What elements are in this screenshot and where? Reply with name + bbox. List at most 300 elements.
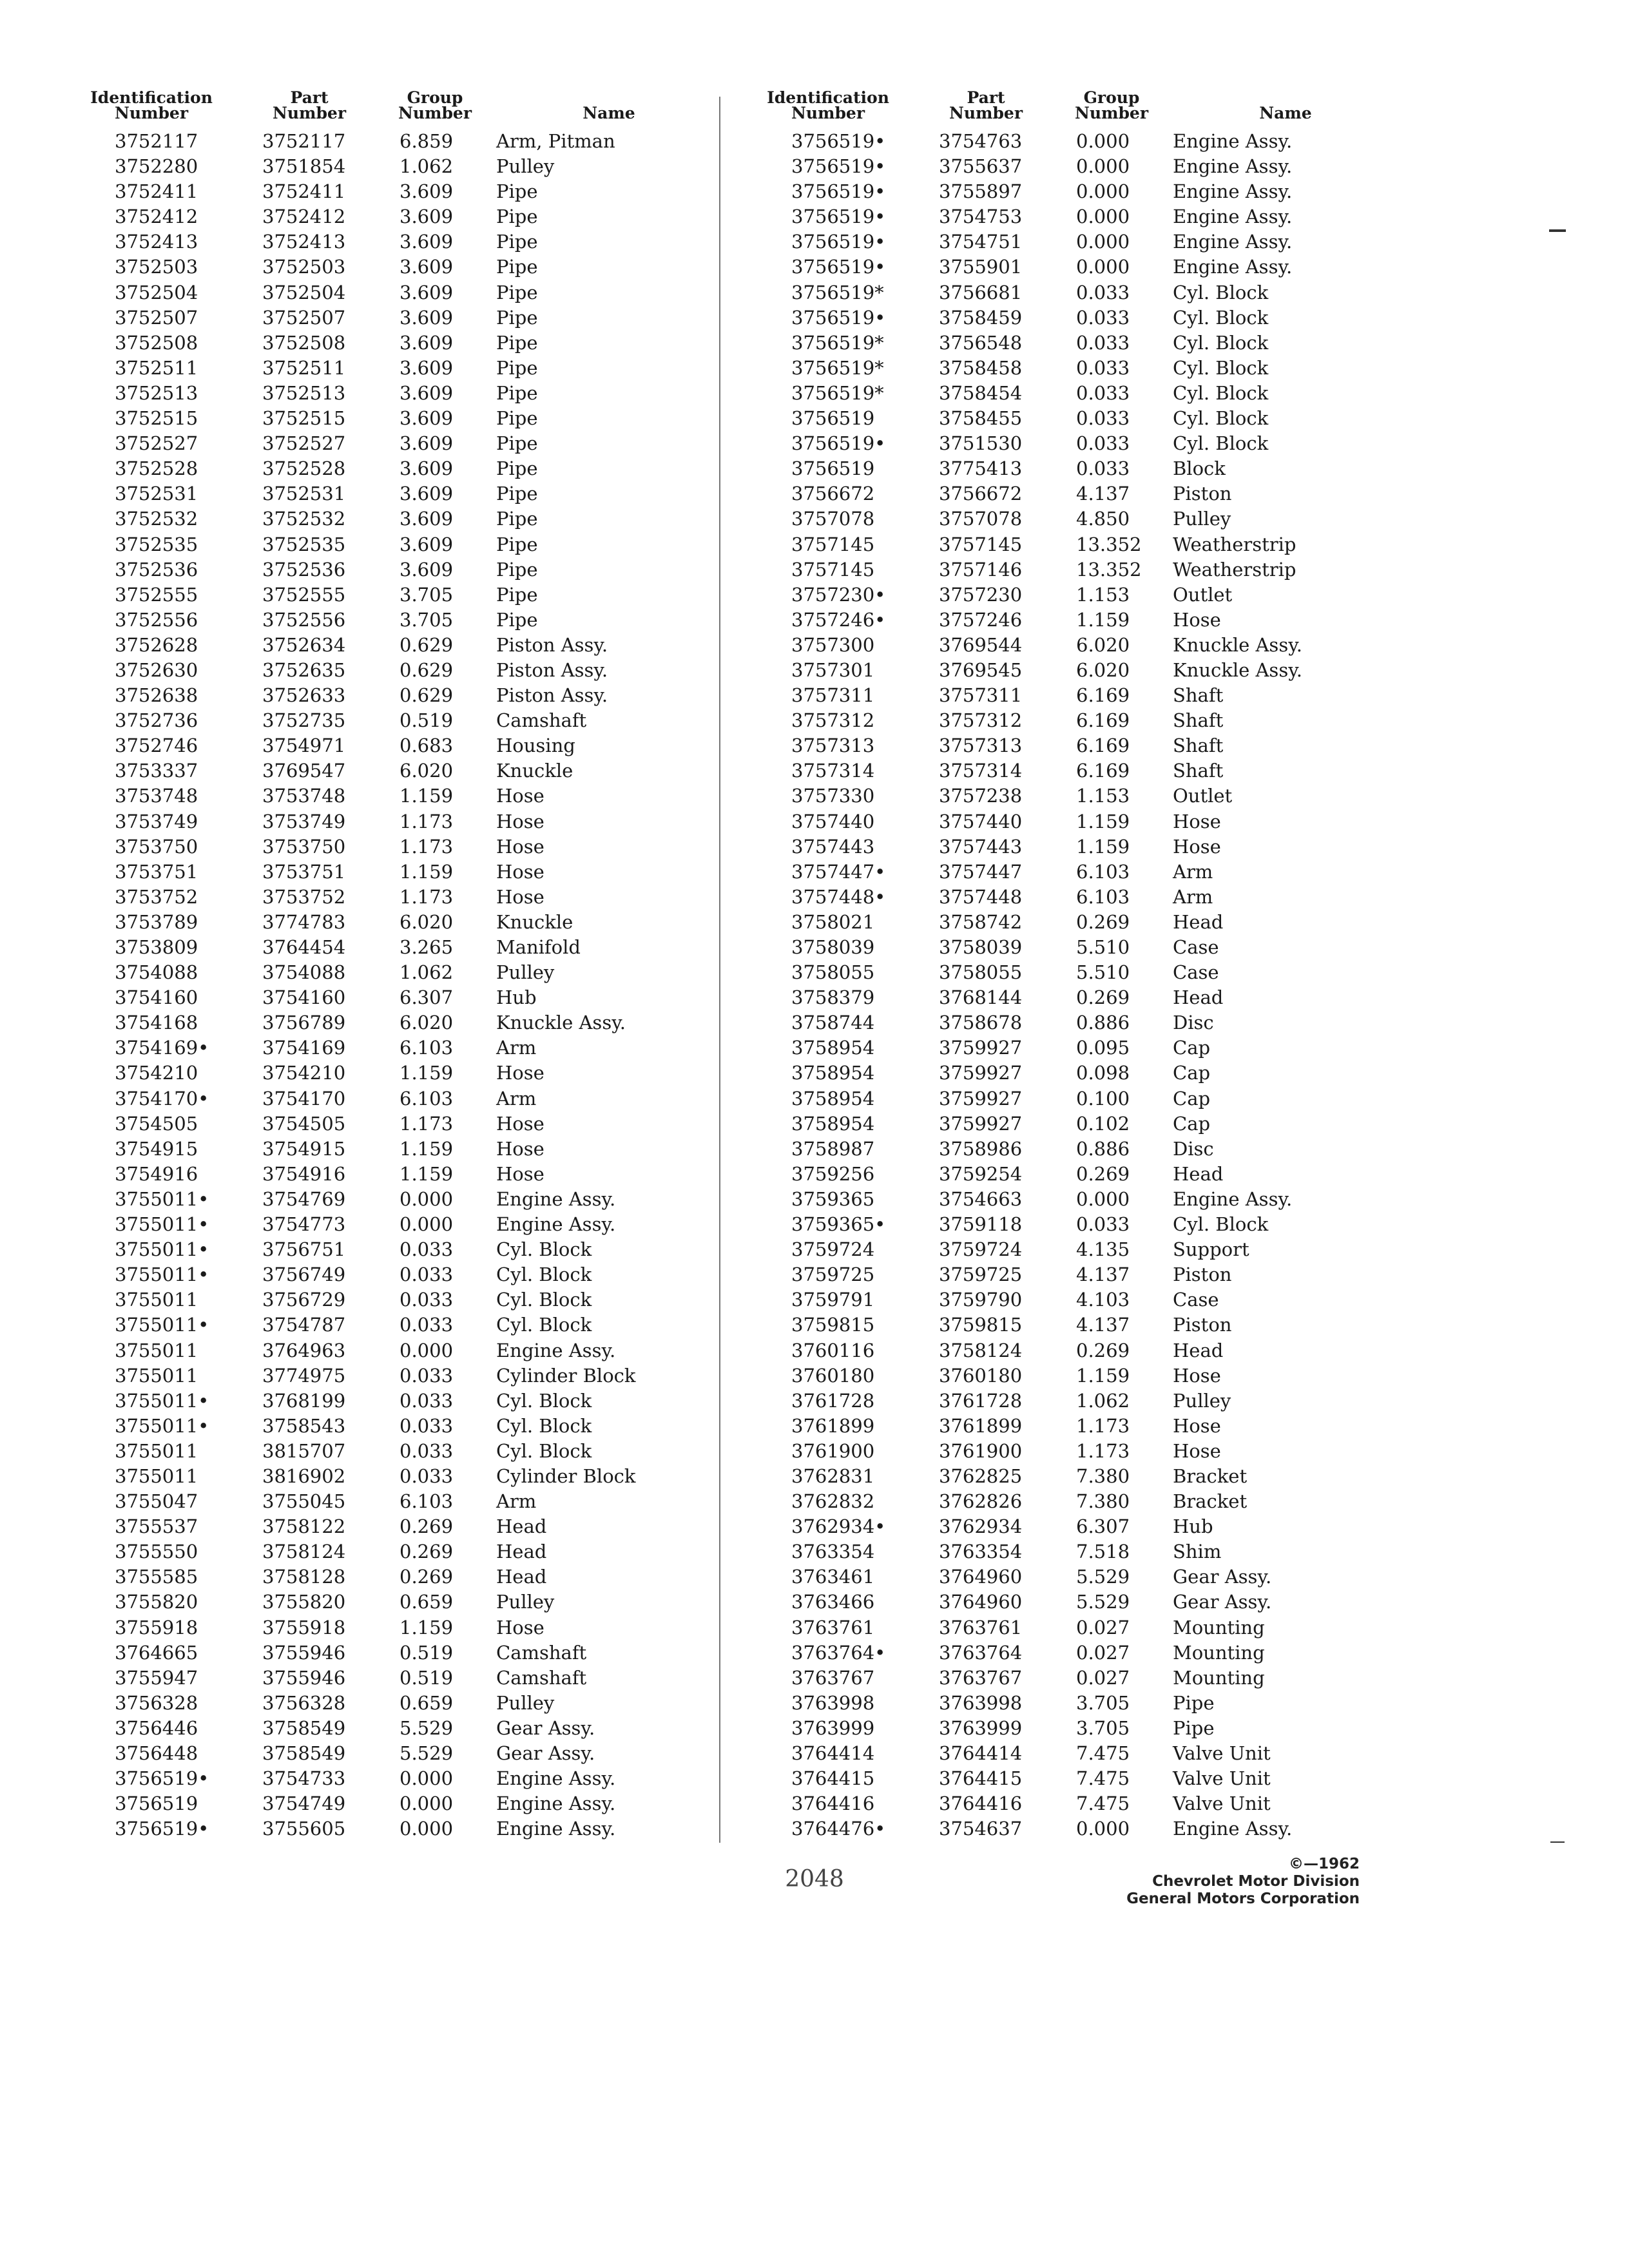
- group-number-cell: 0.033: [1076, 331, 1130, 354]
- group-number-cell: 0.683: [400, 735, 454, 757]
- part-number-cell: 3752504: [262, 281, 346, 303]
- identification-number-cell: 3752736: [115, 709, 198, 732]
- part-name-cell: Hose: [496, 1112, 545, 1135]
- group-number-cell: 3.609: [400, 281, 454, 303]
- part-number-cell: 3774975: [262, 1364, 346, 1387]
- margin-mark: [1550, 1841, 1565, 1843]
- group-number-cell: 3.609: [400, 381, 454, 404]
- part-name-cell: Hose: [496, 1616, 545, 1639]
- part-number-cell: 3754773: [262, 1213, 346, 1236]
- identification-number-cell: 3752532: [115, 508, 198, 530]
- part-name-cell: Head: [496, 1566, 547, 1588]
- identification-number-cell: 3761728: [791, 1389, 875, 1412]
- identification-number-cell: 3755918: [115, 1616, 198, 1639]
- part-number-cell: 3756328: [262, 1691, 346, 1714]
- identification-number-cell: 3757448•: [791, 885, 886, 908]
- part-number-cell: 3768144: [939, 986, 1023, 1009]
- identification-number-cell: 3752117: [115, 130, 198, 152]
- group-number-cell: 0.033: [1076, 281, 1130, 303]
- group-number-cell: 0.033: [400, 1238, 454, 1261]
- part-name-cell: Outlet: [1173, 785, 1233, 807]
- part-name-cell: Case: [1173, 1289, 1219, 1311]
- part-number-cell: 3759927: [939, 1112, 1023, 1135]
- part-name-cell: Block: [1173, 457, 1226, 480]
- part-number-cell: 3758986: [939, 1137, 1023, 1160]
- group-number-cell: 1.159: [400, 1062, 454, 1084]
- part-name-cell: Pulley: [496, 1591, 555, 1613]
- part-name-cell: Cyl. Block: [496, 1414, 592, 1437]
- group-number-cell: 0.102: [1076, 1112, 1130, 1135]
- group-number-cell: 1.173: [1076, 1439, 1130, 1462]
- part-number-cell: 3763761: [939, 1616, 1023, 1639]
- part-number-cell: 3753748: [262, 785, 346, 807]
- part-number-cell: 3759118: [939, 1213, 1023, 1236]
- part-number-cell: 3752117: [262, 130, 346, 152]
- identification-number-cell: 3756672: [791, 483, 875, 505]
- part-number-cell: 3755637: [939, 155, 1023, 178]
- identification-number-cell: 3757447•: [791, 860, 886, 883]
- part-name-cell: Cyl. Block: [496, 1289, 592, 1311]
- identification-number-cell: 3752528: [115, 457, 198, 480]
- group-number-cell: 7.475: [1076, 1742, 1130, 1764]
- group-number-cell: 0.629: [400, 658, 454, 681]
- group-number-cell: 0.269: [400, 1515, 454, 1538]
- header-part-number: [255, 90, 364, 121]
- group-number-cell: 1.062: [1076, 1389, 1130, 1412]
- part-name-cell: Knuckle Assy.: [1173, 633, 1302, 656]
- group-number-cell: 0.269: [400, 1566, 454, 1588]
- identification-number-cell: 3757314: [791, 760, 875, 782]
- identification-number-cell: 3756519*: [791, 331, 884, 354]
- part-number-cell: 3756751: [262, 1238, 346, 1261]
- group-number-cell: 0.519: [400, 709, 454, 732]
- identification-number-cell: 3752555: [115, 583, 198, 606]
- part-name-cell: Pipe: [496, 432, 538, 455]
- part-number-cell: 3757447: [939, 860, 1023, 883]
- group-number-cell: 6.020: [400, 760, 454, 782]
- part-number-cell: 3758742: [939, 910, 1023, 933]
- identification-number-cell: 3762832: [791, 1490, 875, 1513]
- identification-number-cell: 3752746: [115, 735, 198, 757]
- header-part-number: [931, 90, 1041, 121]
- identification-number-cell: 3761900: [791, 1439, 875, 1462]
- part-number-cell: 3754160: [262, 986, 346, 1009]
- part-name-cell: Outlet: [1173, 583, 1233, 606]
- part-name-cell: Engine Assy.: [1173, 256, 1293, 278]
- part-name-cell: Pipe: [496, 457, 538, 480]
- group-number-cell: 6.169: [1076, 684, 1130, 707]
- part-name-cell: Pipe: [496, 281, 538, 303]
- part-number-cell: 3754763: [939, 130, 1023, 152]
- group-number-cell: 3.609: [400, 231, 454, 253]
- part-name-cell: Hose: [1173, 835, 1221, 858]
- identification-number-cell: 3752511: [115, 356, 198, 379]
- group-number-cell: 3.609: [400, 483, 454, 505]
- part-name-cell: Engine Assy.: [496, 1818, 616, 1840]
- part-name-cell: Cap: [1173, 1037, 1211, 1059]
- group-number-cell: 3.609: [400, 508, 454, 530]
- part-name-cell: Pipe: [496, 331, 538, 354]
- part-name-cell: Shaft: [1173, 760, 1224, 782]
- part-number-cell: 3757145: [939, 533, 1023, 555]
- identification-number-cell: 3755011: [115, 1439, 198, 1462]
- group-number-cell: 0.000: [1076, 180, 1130, 203]
- part-number-cell: 3752528: [262, 457, 346, 480]
- group-number-cell: 1.159: [1076, 1364, 1130, 1387]
- part-number-cell: 3752735: [262, 709, 346, 732]
- part-number-cell: 3761899: [939, 1414, 1023, 1437]
- group-number-cell: 6.020: [400, 910, 454, 933]
- part-name-cell: Pipe: [496, 558, 538, 581]
- identification-number-cell: 3757330: [791, 785, 875, 807]
- identification-number-cell: 3758021: [791, 910, 875, 933]
- part-number-cell: 3754637: [939, 1818, 1023, 1840]
- identification-number-cell: 3753750: [115, 835, 198, 858]
- part-number-cell: 3754088: [262, 961, 346, 984]
- group-number-cell: 4.135: [1076, 1238, 1130, 1261]
- page-number: 2048: [785, 1866, 844, 1892]
- part-name-cell: Mounting: [1173, 1666, 1265, 1689]
- identification-number-cell: 3754210: [115, 1062, 198, 1084]
- part-number-cell: 3757246: [939, 608, 1023, 631]
- part-name-cell: Piston: [1173, 1264, 1232, 1286]
- group-number-cell: 3.705: [1076, 1691, 1130, 1714]
- group-number-cell: 1.153: [1076, 583, 1130, 606]
- part-number-cell: 3763998: [939, 1691, 1023, 1714]
- identification-number-cell: 3763461: [791, 1566, 875, 1588]
- group-number-cell: 0.033: [1076, 432, 1130, 455]
- part-number-cell: 3752531: [262, 483, 346, 505]
- group-number-cell: 5.529: [400, 1742, 454, 1764]
- part-number-cell: 3757314: [939, 760, 1023, 782]
- group-number-cell: 0.000: [400, 1213, 454, 1236]
- part-name-cell: Arm: [1173, 885, 1213, 908]
- identification-number-cell: 3756519: [115, 1792, 198, 1815]
- group-number-cell: 5.529: [1076, 1566, 1130, 1588]
- part-name-cell: Head: [1173, 986, 1224, 1009]
- identification-number-cell: 3763764•: [791, 1641, 886, 1664]
- identification-number-cell: 3752504: [115, 281, 198, 303]
- part-name-cell: Bracket: [1173, 1490, 1248, 1513]
- identification-number-cell: 3758954: [791, 1112, 875, 1135]
- group-number-cell: 0.100: [1076, 1087, 1130, 1110]
- part-name-cell: Cyl. Block: [1173, 356, 1269, 379]
- part-name-cell: Arm: [1173, 860, 1213, 883]
- identification-number-cell: 3752280: [115, 155, 198, 178]
- part-number-cell: 3758124: [262, 1541, 346, 1563]
- part-number-cell: 3762826: [939, 1490, 1023, 1513]
- identification-number-cell: 3757313: [791, 735, 875, 757]
- identification-number-cell: 3757078: [791, 508, 875, 530]
- part-number-cell: 3759927: [939, 1062, 1023, 1084]
- part-number-cell: 3768199: [262, 1389, 346, 1412]
- group-number-cell: 0.886: [1076, 1137, 1130, 1160]
- header-text: Group: [1083, 88, 1140, 107]
- identification-number-cell: 3759815: [791, 1314, 875, 1336]
- identification-number-cell: 3755011: [115, 1364, 198, 1387]
- part-name-cell: Hose: [1173, 810, 1221, 832]
- identification-number-cell: 3764414: [791, 1742, 875, 1764]
- identification-number-cell: 3754505: [115, 1112, 198, 1135]
- part-name-cell: Gear Assy.: [496, 1742, 595, 1764]
- part-name-cell: Hose: [496, 835, 545, 858]
- part-name-cell: Knuckle Assy.: [1173, 658, 1302, 681]
- part-number-cell: 3752411: [262, 180, 346, 203]
- part-number-cell: 3757448: [939, 885, 1023, 908]
- part-name-cell: Hose: [496, 810, 545, 832]
- identification-number-cell: 3754168: [115, 1012, 198, 1034]
- group-number-cell: 1.159: [400, 1162, 454, 1185]
- identification-number-cell: 3757300: [791, 633, 875, 656]
- part-name-cell: Pipe: [496, 356, 538, 379]
- identification-number-cell: 3759724: [791, 1238, 875, 1261]
- identification-number-cell: 3756519•: [791, 256, 886, 278]
- part-name-cell: Support: [1173, 1238, 1249, 1261]
- part-number-cell: 3756749: [262, 1264, 346, 1286]
- identification-number-cell: 3754170•: [115, 1087, 209, 1110]
- identification-number-cell: 3764416: [791, 1792, 875, 1815]
- identification-number-cell: 3752503: [115, 256, 198, 278]
- part-name-cell: Hub: [1173, 1515, 1213, 1538]
- part-name-cell: Pipe: [1173, 1691, 1215, 1714]
- part-name-cell: Shaft: [1173, 684, 1224, 707]
- group-number-cell: 1.159: [400, 1616, 454, 1639]
- part-name-cell: Head: [1173, 910, 1224, 933]
- group-number-cell: 0.033: [400, 1264, 454, 1286]
- identification-number-cell: 3756519: [791, 457, 875, 480]
- identification-number-cell: 3757230•: [791, 583, 886, 606]
- group-number-cell: 3.705: [400, 583, 454, 606]
- identification-number-cell: 3755011: [115, 1465, 198, 1487]
- part-name-cell: Cap: [1173, 1112, 1211, 1135]
- header-name: [496, 106, 722, 121]
- identification-number-cell: 3755011•: [115, 1213, 209, 1236]
- part-name-cell: Engine Assy.: [496, 1339, 616, 1361]
- group-number-cell: 0.033: [1076, 407, 1130, 430]
- group-number-cell: 5.510: [1076, 936, 1130, 958]
- part-number-cell: 3758122: [262, 1515, 346, 1538]
- part-name-cell: Hub: [496, 986, 537, 1009]
- group-number-cell: 0.519: [400, 1641, 454, 1664]
- part-name-cell: Case: [1173, 936, 1219, 958]
- group-number-cell: 0.033: [1076, 1213, 1130, 1236]
- part-number-cell: 3755820: [262, 1591, 346, 1613]
- part-number-cell: 3757146: [939, 558, 1023, 581]
- part-name-cell: Case: [1173, 961, 1219, 984]
- part-name-cell: Pipe: [496, 508, 538, 530]
- identification-number-cell: 3756519•: [791, 130, 886, 152]
- part-number-cell: 3754971: [262, 735, 346, 757]
- part-name-cell: Engine Assy.: [496, 1213, 616, 1236]
- group-number-cell: 0.033: [1076, 356, 1130, 379]
- part-number-cell: 3815707: [262, 1439, 346, 1462]
- identification-number-cell: 3754088: [115, 961, 198, 984]
- group-number-cell: 3.609: [400, 306, 454, 329]
- part-number-cell: 3752532: [262, 508, 346, 530]
- header-identification-number: [760, 90, 896, 121]
- part-name-cell: Cyl. Block: [1173, 306, 1269, 329]
- header-text: Number: [272, 104, 347, 122]
- part-name-cell: Cyl. Block: [496, 1314, 592, 1336]
- identification-number-cell: 3763998: [791, 1691, 875, 1714]
- part-name-cell: Shaft: [1173, 709, 1224, 732]
- part-name-cell: Cap: [1173, 1087, 1211, 1110]
- identification-number-cell: 3756519•: [791, 155, 886, 178]
- group-number-cell: 1.159: [400, 860, 454, 883]
- identification-number-cell: 3756519•: [791, 180, 886, 203]
- part-name-cell: Hose: [1173, 1364, 1221, 1387]
- identification-number-cell: 3758744: [791, 1012, 875, 1034]
- group-number-cell: 7.518: [1076, 1541, 1130, 1563]
- part-name-cell: Engine Assy.: [496, 1187, 616, 1210]
- part-number-cell: 3753752: [262, 885, 346, 908]
- part-number-cell: 3752634: [262, 633, 346, 656]
- group-number-cell: 0.095: [1076, 1037, 1130, 1059]
- part-number-cell: 3752527: [262, 432, 346, 455]
- header-text: Part: [290, 88, 329, 107]
- group-number-cell: 3.609: [400, 533, 454, 555]
- identification-number-cell: 3756519•: [115, 1818, 209, 1840]
- group-number-cell: 5.529: [400, 1716, 454, 1739]
- part-number-cell: 3762825: [939, 1465, 1023, 1487]
- group-number-cell: 6.859: [400, 130, 454, 152]
- part-number-cell: 3758124: [939, 1339, 1023, 1361]
- part-name-cell: Cyl. Block: [496, 1439, 592, 1462]
- identification-number-cell: 3753749: [115, 810, 198, 832]
- part-name-cell: Cyl. Block: [1173, 407, 1269, 430]
- part-number-cell: 3754915: [262, 1137, 346, 1160]
- identification-number-cell: 3753752: [115, 885, 198, 908]
- identification-number-cell: 3764476•: [791, 1818, 886, 1840]
- part-number-cell: 3757440: [939, 810, 1023, 832]
- group-number-cell: 0.886: [1076, 1012, 1130, 1034]
- group-number-cell: 0.033: [1076, 457, 1130, 480]
- identification-number-cell: 3755011: [115, 1289, 198, 1311]
- group-number-cell: 5.529: [1076, 1591, 1130, 1613]
- identification-number-cell: 3759365: [791, 1187, 875, 1210]
- identification-number-cell: 3759365•: [791, 1213, 886, 1236]
- identification-number-cell: 3760180: [791, 1364, 875, 1387]
- group-number-cell: 7.380: [1076, 1490, 1130, 1513]
- identification-number-cell: 3755947: [115, 1666, 198, 1689]
- part-number-cell: 3753751: [262, 860, 346, 883]
- group-number-cell: 6.169: [1076, 735, 1130, 757]
- part-name-cell: Cyl. Block: [496, 1389, 592, 1412]
- part-number-cell: 3757443: [939, 835, 1023, 858]
- part-number-cell: 3752556: [262, 608, 346, 631]
- identification-number-cell: 3763354: [791, 1541, 875, 1563]
- part-number-cell: 3754749: [262, 1792, 346, 1815]
- identification-number-cell: 3759256: [791, 1162, 875, 1185]
- group-number-cell: 6.020: [400, 1012, 454, 1034]
- part-number-cell: 3751854: [262, 155, 346, 178]
- group-number-cell: 0.000: [1076, 231, 1130, 253]
- group-number-cell: 0.027: [1076, 1641, 1130, 1664]
- identification-number-cell: 3758987: [791, 1137, 875, 1160]
- part-number-cell: 3757238: [939, 785, 1023, 807]
- group-number-cell: 3.609: [400, 558, 454, 581]
- part-name-cell: Cylinder Block: [496, 1364, 636, 1387]
- part-number-cell: 3755045: [262, 1490, 346, 1513]
- part-number-cell: 3757311: [939, 684, 1023, 707]
- part-name-cell: Mounting: [1173, 1641, 1265, 1664]
- header-identification-number: [84, 90, 219, 121]
- identification-number-cell: 3752413: [115, 231, 198, 253]
- part-number-cell: 3769547: [262, 760, 346, 782]
- group-number-cell: 1.153: [1076, 785, 1130, 807]
- part-number-cell: 3752507: [262, 306, 346, 329]
- part-name-cell: Disc: [1173, 1012, 1214, 1034]
- identification-number-cell: 3758954: [791, 1037, 875, 1059]
- part-name-cell: Hose: [496, 1162, 545, 1185]
- identification-number-cell: 3752412: [115, 206, 198, 228]
- identification-number-cell: 3757145: [791, 533, 875, 555]
- part-number-cell: 3759254: [939, 1162, 1023, 1185]
- group-number-cell: 1.062: [400, 155, 454, 178]
- part-name-cell: Engine Assy.: [1173, 206, 1293, 228]
- part-name-cell: Cyl. Block: [1173, 381, 1269, 404]
- identification-number-cell: 3754160: [115, 986, 198, 1009]
- group-number-cell: 0.629: [400, 633, 454, 656]
- identification-number-cell: 3752556: [115, 608, 198, 631]
- identification-number-cell: 3755047: [115, 1490, 198, 1513]
- identification-number-cell: 3752630: [115, 658, 198, 681]
- part-number-cell: 3757078: [939, 508, 1023, 530]
- part-number-cell: 3769544: [939, 633, 1023, 656]
- group-number-cell: 6.169: [1076, 709, 1130, 732]
- identification-number-cell: 3753337: [115, 760, 198, 782]
- identification-number-cell: 3753789: [115, 910, 198, 933]
- part-number-cell: 3756789: [262, 1012, 346, 1034]
- header-text: Name: [583, 104, 635, 122]
- part-number-cell: 3755946: [262, 1666, 346, 1689]
- group-number-cell: 1.173: [400, 885, 454, 908]
- part-number-cell: 3755918: [262, 1616, 346, 1639]
- identification-number-cell: 3757246•: [791, 608, 886, 631]
- part-name-cell: Engine Assy.: [1173, 155, 1293, 178]
- group-number-cell: 0.000: [1076, 1187, 1130, 1210]
- group-number-cell: 0.269: [1076, 1339, 1130, 1361]
- part-number-cell: 3759725: [939, 1264, 1023, 1286]
- identification-number-cell: 3757145: [791, 558, 875, 581]
- group-number-cell: 6.020: [1076, 633, 1130, 656]
- part-number-cell: 3758459: [939, 306, 1023, 329]
- part-number-cell: 3754210: [262, 1062, 346, 1084]
- group-number-cell: 1.173: [400, 1112, 454, 1135]
- group-number-cell: 3.265: [400, 936, 454, 958]
- identification-number-cell: 3755011•: [115, 1414, 209, 1437]
- header-text: Identification: [767, 88, 889, 107]
- part-name-cell: Piston Assy.: [496, 658, 608, 681]
- identification-number-cell: 3755820: [115, 1591, 198, 1613]
- group-number-cell: 0.000: [1076, 155, 1130, 178]
- group-number-cell: 0.000: [1076, 130, 1130, 152]
- part-number-cell: 3756672: [939, 483, 1023, 505]
- identification-number-cell: 3752513: [115, 381, 198, 404]
- part-name-cell: Pipe: [496, 231, 538, 253]
- part-name-cell: Piston: [1173, 483, 1232, 505]
- part-name-cell: Pipe: [496, 533, 538, 555]
- identification-number-cell: 3758379: [791, 986, 875, 1009]
- group-number-cell: 1.173: [400, 810, 454, 832]
- group-number-cell: 4.850: [1076, 508, 1130, 530]
- part-name-cell: Hose: [496, 1137, 545, 1160]
- identification-number-cell: 3759791: [791, 1289, 875, 1311]
- group-number-cell: 0.269: [1076, 910, 1130, 933]
- part-name-cell: Cyl. Block: [1173, 281, 1269, 303]
- part-name-cell: Arm, Pitman: [496, 130, 615, 152]
- part-number-cell: 3774783: [262, 910, 346, 933]
